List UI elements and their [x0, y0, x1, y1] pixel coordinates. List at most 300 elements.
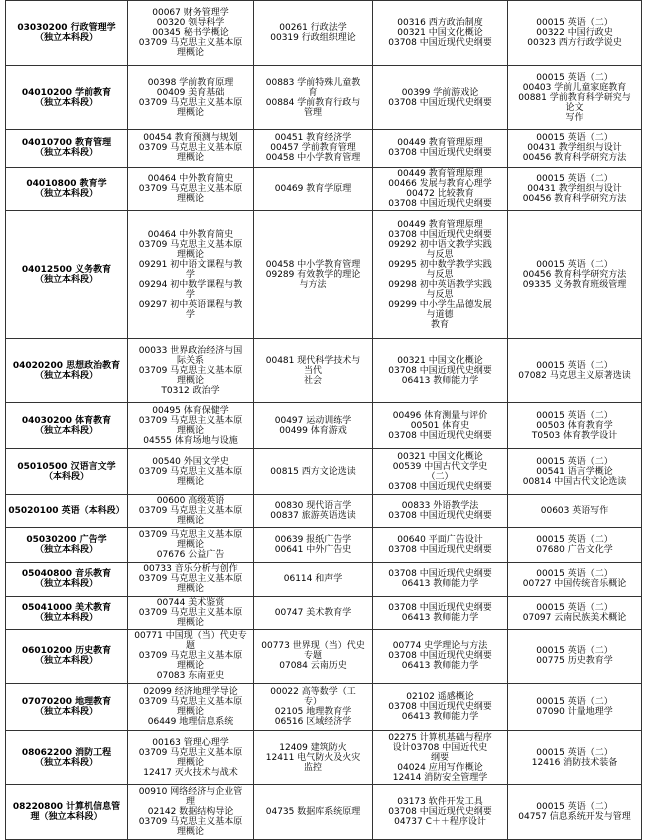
- cell-line: 00321 中国文化概论: [397, 355, 483, 366]
- afternoon-day2-cell: [508, 730, 642, 784]
- afternoon-day1-cell: [254, 66, 373, 130]
- table-row: [6, 596, 642, 629]
- cell-line: 09299 中小学生品德发展: [388, 299, 492, 310]
- afternoon-day1-cell: [254, 528, 373, 563]
- afternoon-day2-cell: [508, 339, 642, 403]
- afternoon-day2-cell: [508, 528, 642, 563]
- afternoon-day1-cell: [254, 167, 373, 211]
- cell-line: （独立本科段）: [34, 188, 98, 199]
- cell-line: 00015 英语（二）: [536, 802, 613, 813]
- cell-line: 03030200 行政管理学: [17, 23, 116, 34]
- afternoon-day1-cell: [254, 130, 373, 167]
- cell-line: T0312 政治学: [161, 385, 220, 396]
- cell-line: 理概论: [176, 584, 204, 595]
- morning-day1-cell: [128, 211, 254, 339]
- cell-line: 04735 数据库系统原理: [265, 807, 361, 818]
- cell-line: 03708 中国近现代史纲要: [388, 229, 492, 240]
- afternoon-day2-cell: [508, 403, 642, 449]
- table-row: [6, 684, 642, 731]
- cell-line: 06413 教师能力学: [401, 612, 479, 623]
- cell-line: 理概论: [176, 617, 204, 628]
- cell-line: （独立本科段）: [34, 148, 98, 159]
- cell-line: 12416 消防技术装备: [531, 757, 618, 768]
- cell-line: 与反思: [426, 269, 454, 280]
- cell-line: 06413 教师能力学: [401, 375, 479, 386]
- morning-day2-cell: [373, 495, 508, 528]
- cell-line: 00451 教育经济学: [274, 133, 352, 144]
- cell-line: 00641 中外广告史: [274, 545, 352, 556]
- major-cell: [6, 563, 128, 596]
- morning-day2-cell: [373, 596, 508, 629]
- cell-line: 理（独立本科段）: [30, 812, 103, 823]
- major-cell: [6, 629, 128, 683]
- cell-line: 00501 体育史: [410, 420, 470, 431]
- cell-line: 理概论: [176, 661, 204, 672]
- cell-line: 00815 西方文论选读: [270, 466, 356, 477]
- cell-line: 理概论: [176, 757, 204, 768]
- cell-line: 00456 教育科学研究方法: [522, 193, 627, 204]
- cell-line: 09298 初中英语教学实践: [388, 279, 492, 290]
- afternoon-day1-cell: [254, 730, 373, 784]
- major-cell: [6, 130, 128, 167]
- morning-day1-cell: [128, 528, 254, 563]
- cell-line: 00449 教育管理原理: [397, 168, 483, 179]
- cell-line: 03708 中国近现代史纲要: [388, 602, 492, 613]
- cell-line: 02102 遥感概论: [406, 692, 474, 702]
- cell-line: 00015 英语（二）: [536, 18, 613, 29]
- cell-line: （二）: [426, 471, 454, 482]
- cell-line: 03709 马克思主义基本原: [138, 697, 243, 707]
- major-cell: [6, 495, 128, 528]
- cell-line: 00639 报纸广告学: [274, 535, 352, 546]
- cell-line: （独立本科段）: [34, 33, 98, 44]
- cell-line: 专）: [303, 697, 322, 707]
- cell-line: 03709 马克思主义基本原: [138, 506, 243, 517]
- afternoon-day2-cell: [508, 449, 642, 495]
- cell-line: 06413 教师能力学: [401, 661, 479, 672]
- morning-day1-cell: [128, 629, 254, 683]
- cell-line: 00015 英语（二）: [536, 173, 613, 184]
- afternoon-day2-cell: [508, 130, 642, 167]
- cell-line: 03173 软件开发工具: [397, 797, 483, 808]
- morning-day2-cell: [373, 66, 508, 130]
- cell-line: 00163 管理心理学: [152, 737, 229, 748]
- cell-line: 论文: [565, 102, 584, 113]
- cell-line: 07082 马克思主义原著选读: [518, 370, 631, 381]
- cell-line: 理概论: [176, 107, 204, 118]
- cell-line: （独立本科段）: [34, 370, 98, 381]
- cell-line: 03709 马克思主义基本原: [138, 415, 243, 426]
- cell-line: 03708 中国近现代史纲要: [388, 807, 492, 818]
- cell-line: 04030200 体育教育: [21, 415, 112, 426]
- cell-line: 12417 灭火技术与战术: [143, 767, 238, 778]
- cell-line: 00067 财务管理学: [152, 8, 229, 19]
- cell-line: 03708 中国近现代史纲要: [388, 702, 492, 712]
- afternoon-day2-cell: [508, 167, 642, 211]
- major-cell: [6, 403, 128, 449]
- morning-day1-cell: [128, 449, 254, 495]
- cell-line: 00431 教学组织与设计: [527, 143, 622, 154]
- cell-line: 理概论: [176, 48, 204, 59]
- cell-line: 12411 电气防火及火灾: [265, 752, 361, 763]
- cell-line: 00015 英语（二）: [536, 569, 613, 580]
- cell-line: 04010800 教育学: [26, 178, 107, 189]
- cell-line: 09289 有效教学的理论: [265, 269, 361, 280]
- cell-line: 00015 英语（二）: [536, 697, 613, 707]
- cell-line: 00496 体育测量与评价: [392, 410, 488, 421]
- morning-day2-cell: [373, 730, 508, 784]
- cell-line: 00603 英语写作: [540, 506, 609, 517]
- cell-line: 00503 体育教育学: [536, 420, 613, 431]
- major-cell: [6, 449, 128, 495]
- morning-day2-cell: [373, 403, 508, 449]
- cell-line: 理概论: [176, 476, 204, 487]
- cell-line: 设计03708 中国近代史: [392, 742, 488, 753]
- cell-line: 00399 学前游戏论: [401, 87, 479, 98]
- cell-line: 02275 计算机基础与程序: [388, 732, 492, 743]
- cell-line: 03708 中国近现代史纲要: [388, 569, 492, 580]
- cell-line: 00015 英语（二）: [536, 133, 613, 144]
- cell-line: 07680 广告文化学: [536, 545, 613, 556]
- cell-line: 00015 英语（二）: [536, 602, 613, 613]
- cell-line: 00015 英语（二）: [536, 535, 613, 546]
- cell-line: 07676 公益广告: [156, 550, 225, 561]
- cell-line: 00727 中国传统音乐概论: [522, 579, 627, 590]
- cell-line: 00398 学前教育原理: [147, 77, 234, 88]
- cell-line: 00409 美育基础: [156, 87, 225, 98]
- cell-line: 与反思: [426, 249, 454, 260]
- cell-line: 学: [185, 289, 195, 300]
- cell-line: 09295 初中数学教学实践: [388, 259, 492, 270]
- cell-line: 04020200 思想政治教育: [12, 360, 121, 371]
- cell-line: 03708 中国近现代史纲要: [388, 97, 492, 108]
- morning-day1-cell: [128, 403, 254, 449]
- cell-line: 与方法: [299, 279, 327, 290]
- table-row: [6, 629, 642, 683]
- cell-line: 监控: [303, 762, 322, 773]
- cell-line: 00497 运动训练学: [274, 415, 352, 426]
- cell-line: 03709 马克思主义基本原: [138, 530, 243, 541]
- cell-line: 写作: [565, 112, 584, 123]
- cell-line: 与道德: [426, 309, 454, 320]
- cell-line: 00464 中外教育简史: [147, 229, 234, 240]
- cell-line: 00469 教育学原理: [274, 183, 352, 194]
- major-cell: [6, 339, 128, 403]
- cell-line: 00833 外语教学法: [401, 501, 479, 512]
- cell-line: 与反思: [426, 289, 454, 300]
- cell-line: 理概论: [176, 425, 204, 436]
- cell-line: 00539 中国古代文学史: [392, 461, 488, 472]
- cell-line: 00261 行政法学: [279, 23, 347, 34]
- cell-line: 00458 中小学教育管理: [265, 153, 361, 164]
- table-row: [6, 167, 642, 211]
- morning-day2-cell: [373, 684, 508, 731]
- cell-line: 00883 学前特殊儿童教: [265, 77, 361, 88]
- cell-line: 00733 音乐分析与创作: [143, 564, 238, 575]
- cell-line: 03709 马克思主义基本原: [138, 607, 243, 618]
- cell-line: 00540 外国文学史: [152, 456, 229, 467]
- cell-line: 00830 现代语言学: [274, 501, 352, 512]
- morning-day1-cell: [128, 66, 254, 130]
- cell-line: 04024 应用写作概论: [397, 762, 483, 773]
- cell-line: 00319 行政组织理论: [270, 33, 356, 44]
- cell-line: 00773 世界现（当）代史: [261, 641, 365, 652]
- cell-line: 际关系: [176, 355, 204, 366]
- cell-line: T0503 体育教学设计: [531, 430, 618, 441]
- cell-line: 00456 教育科学研究方法: [522, 153, 627, 164]
- afternoon-day2-cell: [508, 629, 642, 683]
- cell-line: （独立本科段）: [34, 707, 98, 717]
- afternoon-day2-cell: [508, 1, 642, 66]
- cell-line: 00457 学前教育管理: [270, 143, 356, 154]
- cell-line: 00321 中国文化概论: [397, 28, 483, 39]
- cell-line: 03708 中国近现代史纲要: [388, 198, 492, 209]
- major-cell: [6, 785, 128, 840]
- cell-line: 00600 高级英语: [156, 496, 225, 507]
- cell-line: 02099 经济地理学导论: [143, 687, 238, 697]
- cell-line: 00747 美术教育学: [274, 607, 352, 618]
- exam-schedule-table: [5, 0, 642, 840]
- afternoon-day1-cell: [254, 339, 373, 403]
- cell-line: 00881 学前教育科学研究与: [518, 92, 631, 103]
- afternoon-day1-cell: [254, 449, 373, 495]
- cell-line: 00481 现代科学技术与: [265, 355, 361, 366]
- table-row: [6, 495, 642, 528]
- cell-line: 03709 马克思主义基本原: [138, 365, 243, 376]
- morning-day2-cell: [373, 211, 508, 339]
- cell-line: 05010500 汉语言文学: [17, 461, 116, 472]
- cell-line: 00015 英语（二）: [536, 410, 613, 421]
- cell-line: 00884 学前教育行政与: [265, 97, 361, 108]
- cell-line: 00454 教育预测与规划: [143, 133, 238, 144]
- cell-line: （独立本科段）: [34, 612, 98, 623]
- cell-line: 纲要: [430, 752, 449, 763]
- afternoon-day2-cell: [508, 66, 642, 130]
- cell-line: 03709 马克思主义基本原: [138, 38, 243, 49]
- cell-line: 00774 史学理论与方法: [392, 641, 488, 652]
- cell-line: 03708 中国近现代史纲要: [388, 481, 492, 492]
- cell-line: 03708 中国近现代史纲要: [388, 38, 492, 49]
- cell-line: 07070200 地理教育: [21, 697, 112, 707]
- cell-line: 00033 世界政治经济与国: [138, 345, 243, 356]
- major-cell: [6, 1, 128, 66]
- afternoon-day1-cell: [254, 785, 373, 840]
- cell-line: 04010700 教育管理: [21, 138, 112, 149]
- cell-line: 03709 马克思主义基本原: [138, 574, 243, 585]
- cell-line: 03709 马克思主义基本原: [138, 747, 243, 758]
- cell-line: 00456 教育科学研究方法: [522, 269, 627, 280]
- table-row: [6, 785, 642, 840]
- morning-day1-cell: [128, 563, 254, 596]
- morning-day2-cell: [373, 629, 508, 683]
- cell-line: 05030200 广告学: [26, 535, 107, 546]
- cell-line: 00814 中国古代文论选读: [522, 476, 627, 487]
- cell-line: 03708 中国近现代史纲要: [388, 430, 492, 441]
- cell-line: 理概论: [176, 249, 204, 260]
- cell-line: 00495 体育保健学: [152, 405, 229, 416]
- cell-line: 05020100 英语（本科段）: [8, 506, 125, 517]
- cell-line: 07084 云南历史: [279, 661, 347, 672]
- morning-day1-cell: [128, 339, 254, 403]
- cell-line: 07090 计量地理学: [536, 707, 613, 717]
- morning-day2-cell: [373, 563, 508, 596]
- cell-line: 03709 马克思主义基本原: [138, 466, 243, 477]
- afternoon-day2-cell: [508, 211, 642, 339]
- morning-day2-cell: [373, 528, 508, 563]
- cell-line: 理概论: [176, 540, 204, 551]
- cell-line: 04737 C＋＋程序设计: [394, 817, 486, 828]
- cell-line: 理概论: [176, 193, 204, 204]
- morning-day1-cell: [128, 130, 254, 167]
- cell-line: 教育: [430, 319, 449, 330]
- afternoon-day1-cell: [254, 596, 373, 629]
- cell-line: 理概论: [176, 375, 204, 386]
- cell-line: （独立本科段）: [34, 274, 98, 285]
- major-cell: [6, 596, 128, 629]
- cell-line: 00015 英语（二）: [536, 646, 613, 657]
- cell-line: 04010200 学前教育: [21, 87, 112, 98]
- cell-line: 09292 初中语文教学实践: [388, 239, 492, 250]
- cell-line: 00345 秘书学概论: [152, 28, 229, 39]
- morning-day2-cell: [373, 785, 508, 840]
- table-row: [6, 403, 642, 449]
- morning-day1-cell: [128, 495, 254, 528]
- cell-line: 03709 马克思主义基本原: [138, 239, 243, 250]
- major-cell: [6, 66, 128, 130]
- morning-day2-cell: [373, 130, 508, 167]
- cell-line: （独立本科段）: [34, 656, 98, 667]
- cell-line: 12409 建筑防火: [279, 742, 347, 753]
- cell-line: 学: [185, 269, 195, 280]
- cell-line: 00640 平面广告设计: [397, 535, 483, 546]
- cell-line: 00015 英语（二）: [536, 747, 613, 758]
- cell-line: 03708 中国近现代史纲要: [388, 365, 492, 376]
- morning-day1-cell: [128, 1, 254, 66]
- cell-line: 09297 初中英语课程与教: [138, 299, 243, 310]
- cell-line: 08062200 消防工程: [21, 747, 112, 758]
- cell-line: 00775 历史教育学: [536, 656, 613, 667]
- cell-line: 03708 中国近现代史纲要: [388, 651, 492, 662]
- table-row: [6, 528, 642, 563]
- cell-line: 育: [308, 87, 318, 98]
- cell-line: 12414 消防安全管理学: [392, 772, 488, 783]
- table-row: [6, 1, 642, 66]
- cell-line: 06449 地理信息系统: [147, 717, 234, 727]
- afternoon-day1-cell: [254, 495, 373, 528]
- cell-line: 04757 信息系统开发与管理: [518, 812, 631, 823]
- cell-line: 00449 教育管理原理: [397, 219, 483, 230]
- cell-line: （独立本科段）: [34, 545, 98, 556]
- cell-line: 06010200 历史教育: [21, 646, 112, 657]
- morning-day1-cell: [128, 684, 254, 731]
- cell-line: 00015 英语（二）: [536, 72, 613, 83]
- cell-line: （本科段）: [43, 471, 89, 482]
- cell-line: 02142 数据结构导论: [147, 807, 234, 818]
- cell-line: 03708 中国近现代史纲要: [388, 148, 492, 159]
- cell-line: 03709 马克思主义基本原: [138, 143, 243, 154]
- cell-line: 07083 东南亚史: [156, 671, 225, 682]
- cell-line: 06516 区域经济学: [274, 717, 352, 727]
- cell-line: 06114 和声学: [283, 574, 343, 585]
- cell-line: 社会: [303, 375, 322, 386]
- cell-line: 00323 西方行政学说史: [527, 38, 622, 49]
- cell-line: 09335 义务教育班级管理: [522, 279, 627, 290]
- table-body: [6, 1, 642, 840]
- cell-line: 00771 中国现（当）代史专: [134, 631, 247, 642]
- cell-line: 09291 初中语文课程与教: [138, 259, 243, 270]
- cell-line: 00015 英语（二）: [536, 259, 613, 270]
- afternoon-day2-cell: [508, 596, 642, 629]
- afternoon-day2-cell: [508, 495, 642, 528]
- morning-day1-cell: [128, 167, 254, 211]
- cell-line: 03709 马克思主义基本原: [138, 183, 243, 194]
- table-row: [6, 730, 642, 784]
- cell-line: 00458 中小学教育管理: [265, 259, 361, 270]
- table-row: [6, 130, 642, 167]
- cell-line: （独立本科段）: [34, 579, 98, 590]
- cell-line: 理概论: [176, 516, 204, 527]
- cell-line: 00403 学前儿童家庭教育: [522, 82, 627, 93]
- morning-day2-cell: [373, 167, 508, 211]
- cell-line: 03708 中国近现代史纲要: [388, 545, 492, 556]
- morning-day2-cell: [373, 1, 508, 66]
- cell-line: 专题: [303, 651, 322, 662]
- afternoon-day1-cell: [254, 629, 373, 683]
- major-cell: [6, 730, 128, 784]
- cell-line: 理概论: [176, 707, 204, 717]
- cell-line: （独立本科段）: [34, 425, 98, 436]
- cell-line: 00541 语言学概论: [536, 466, 613, 477]
- afternoon-day1-cell: [254, 403, 373, 449]
- cell-line: 管理: [303, 107, 322, 118]
- table-row: [6, 66, 642, 130]
- cell-line: 00322 中国行政史: [536, 28, 613, 39]
- cell-line: 04555 体育场地与设施: [143, 435, 238, 446]
- cell-line: 07097 云南民族美术概论: [522, 612, 627, 623]
- cell-line: 00431 教学组织与设计: [527, 183, 622, 194]
- cell-line: 05041000 美术教育: [21, 602, 112, 613]
- cell-line: 00499 体育游戏: [279, 425, 347, 436]
- cell-line: 00449 教育管理原理: [397, 138, 483, 149]
- cell-line: 理概论: [176, 153, 204, 164]
- cell-line: 05040800 音乐教育: [21, 569, 112, 580]
- table-row: [6, 211, 642, 339]
- cell-line: 00472 比较教育: [406, 188, 474, 199]
- cell-line: 09294 初中数学课程与教: [138, 279, 243, 290]
- major-cell: [6, 684, 128, 731]
- cell-line: 00464 中外教育简史: [147, 173, 234, 184]
- cell-line: 00022 高等数学（工: [270, 687, 356, 697]
- afternoon-day2-cell: [508, 785, 642, 840]
- morning-day2-cell: [373, 449, 508, 495]
- cell-line: 03709 马克思主义基本原: [138, 97, 243, 108]
- cell-line: 03709 马克思主义基本原: [138, 651, 243, 662]
- cell-line: 当代: [303, 365, 322, 376]
- cell-line: 理概论: [176, 827, 204, 838]
- afternoon-day1-cell: [254, 1, 373, 66]
- cell-line: 06413 教师能力学: [401, 579, 479, 590]
- cell-line: 02105 地理教育学: [274, 707, 352, 717]
- major-cell: [6, 211, 128, 339]
- cell-line: 00910 网络经济与企业管: [138, 787, 243, 798]
- cell-line: 00316 西方政治制度: [397, 18, 483, 29]
- cell-line: 00015 英语（二）: [536, 456, 613, 467]
- cell-line: 00466 发展与教育心理学: [388, 178, 492, 189]
- cell-line: 06413 教师能力学: [401, 712, 479, 722]
- cell-line: 08220800 计算机信息管: [12, 802, 121, 813]
- cell-line: 理: [185, 797, 195, 808]
- cell-line: 04012500 义务教育: [21, 264, 112, 275]
